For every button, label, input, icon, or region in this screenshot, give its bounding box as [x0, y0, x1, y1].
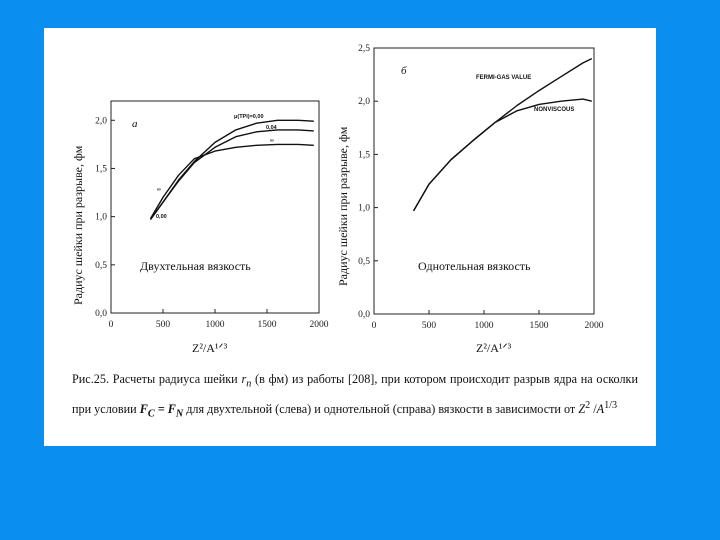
right-chart: [336, 44, 604, 355]
left-chart: [71, 101, 329, 355]
left-axis-ticks: [95, 116, 329, 330]
right-y-axis-label: Радиус шейки при разрыве, фм: [336, 126, 350, 286]
left-curve-label-000-bottom: 0,00: [156, 214, 167, 220]
caption-fc: F: [139, 402, 148, 417]
caption-text-1: Рис.25. Расчеты радиуса шейки: [72, 372, 242, 386]
left-y-tick-label: 0,5: [95, 260, 107, 271]
caption-a-exp: 1/3: [604, 400, 618, 412]
right-x-tick-label: 500: [421, 321, 437, 331]
right-curve-label-fermi: FERMI-GAS VALUE: [476, 75, 532, 81]
slide: [44, 28, 656, 446]
right-x-tick-label: 2000: [584, 321, 604, 331]
left-inner-label: Двухтельная вязкость: [140, 259, 251, 273]
caption-fc-sub: C: [147, 408, 155, 420]
caption-z-exp: 2: [585, 400, 591, 412]
left-series-2-line: [151, 144, 314, 218]
left-x-tick-label: 0: [108, 320, 114, 330]
right-plot-frame: [374, 48, 594, 314]
right-x-tick-label: 1500: [529, 321, 549, 331]
left-curve-label-000-top: μ(TPI)=0,00: [234, 114, 264, 120]
right-y-tick-label: 2,0: [358, 97, 370, 108]
left-y-tick-label: 1,0: [95, 212, 107, 223]
right-panel-label: б: [401, 65, 407, 77]
left-y-axis-label: Радиус шейки при разрыве, фм: [71, 145, 85, 305]
caption-rn-sub: n: [246, 378, 252, 390]
right-curves: [414, 59, 592, 211]
right-x-axis-label: Z²/A¹ᐟ³: [476, 341, 512, 355]
figure: [44, 28, 656, 368]
left-y-tick-label: 1,5: [95, 164, 107, 175]
caption-text-2: (в фм) из работы [208], при котором происходит разрыв ядра на осколки при условии: [72, 372, 638, 417]
right-x-tick-label: 1000: [474, 321, 494, 331]
caption-eq: =: [154, 402, 168, 417]
right-y-tick-label: 1,5: [358, 150, 370, 161]
right-y-tick-label: 0,5: [358, 256, 370, 267]
right-axis-ticks: [358, 44, 604, 331]
caption-z: Z: [578, 402, 586, 417]
left-x-tick-label: 500: [155, 320, 171, 330]
left-series-1-line: [151, 130, 314, 220]
right-inner-label: Однотельная вязкость: [418, 259, 531, 273]
left-x-axis-label: Z²/A¹ᐟ³: [192, 341, 228, 355]
left-x-tick-label: 2000: [309, 320, 329, 330]
left-x-tick-label: 1000: [205, 320, 225, 330]
caption-text-3: для двухтельной (слева) и однотельной (справа) вязкости в зависимости от: [183, 402, 579, 417]
left-panel-label: а: [132, 118, 138, 130]
left-plot-frame: [111, 101, 319, 313]
caption-a: A: [596, 402, 605, 417]
caption-fn: F: [167, 402, 176, 417]
right-y-tick-label: 0,0: [358, 310, 370, 320]
left-curve-label-004: 0,04: [266, 125, 277, 131]
right-x-tick-label: 0: [371, 321, 377, 331]
caption-rn: r: [241, 372, 247, 386]
caption-slash: /: [590, 402, 597, 417]
figure-caption: [72, 368, 638, 426]
right-y-tick-label: 1,0: [358, 203, 370, 214]
left-curve-label-inf-right: ∞: [270, 138, 274, 144]
right-series-0-line: [414, 59, 592, 211]
left-curves: [151, 120, 314, 219]
right-y-tick-label: 2,5: [358, 44, 370, 54]
left-y-tick-label: 0,0: [95, 309, 107, 319]
left-x-tick-label: 1500: [257, 320, 277, 330]
right-curve-label-nonviscous: NONVISCOUS: [534, 107, 575, 113]
left-y-tick-label: 2,0: [95, 116, 107, 127]
left-curve-label-inf-left: ∞: [157, 187, 161, 193]
caption-fn-sub: N: [175, 408, 184, 420]
left-series-0-line: [151, 120, 314, 219]
